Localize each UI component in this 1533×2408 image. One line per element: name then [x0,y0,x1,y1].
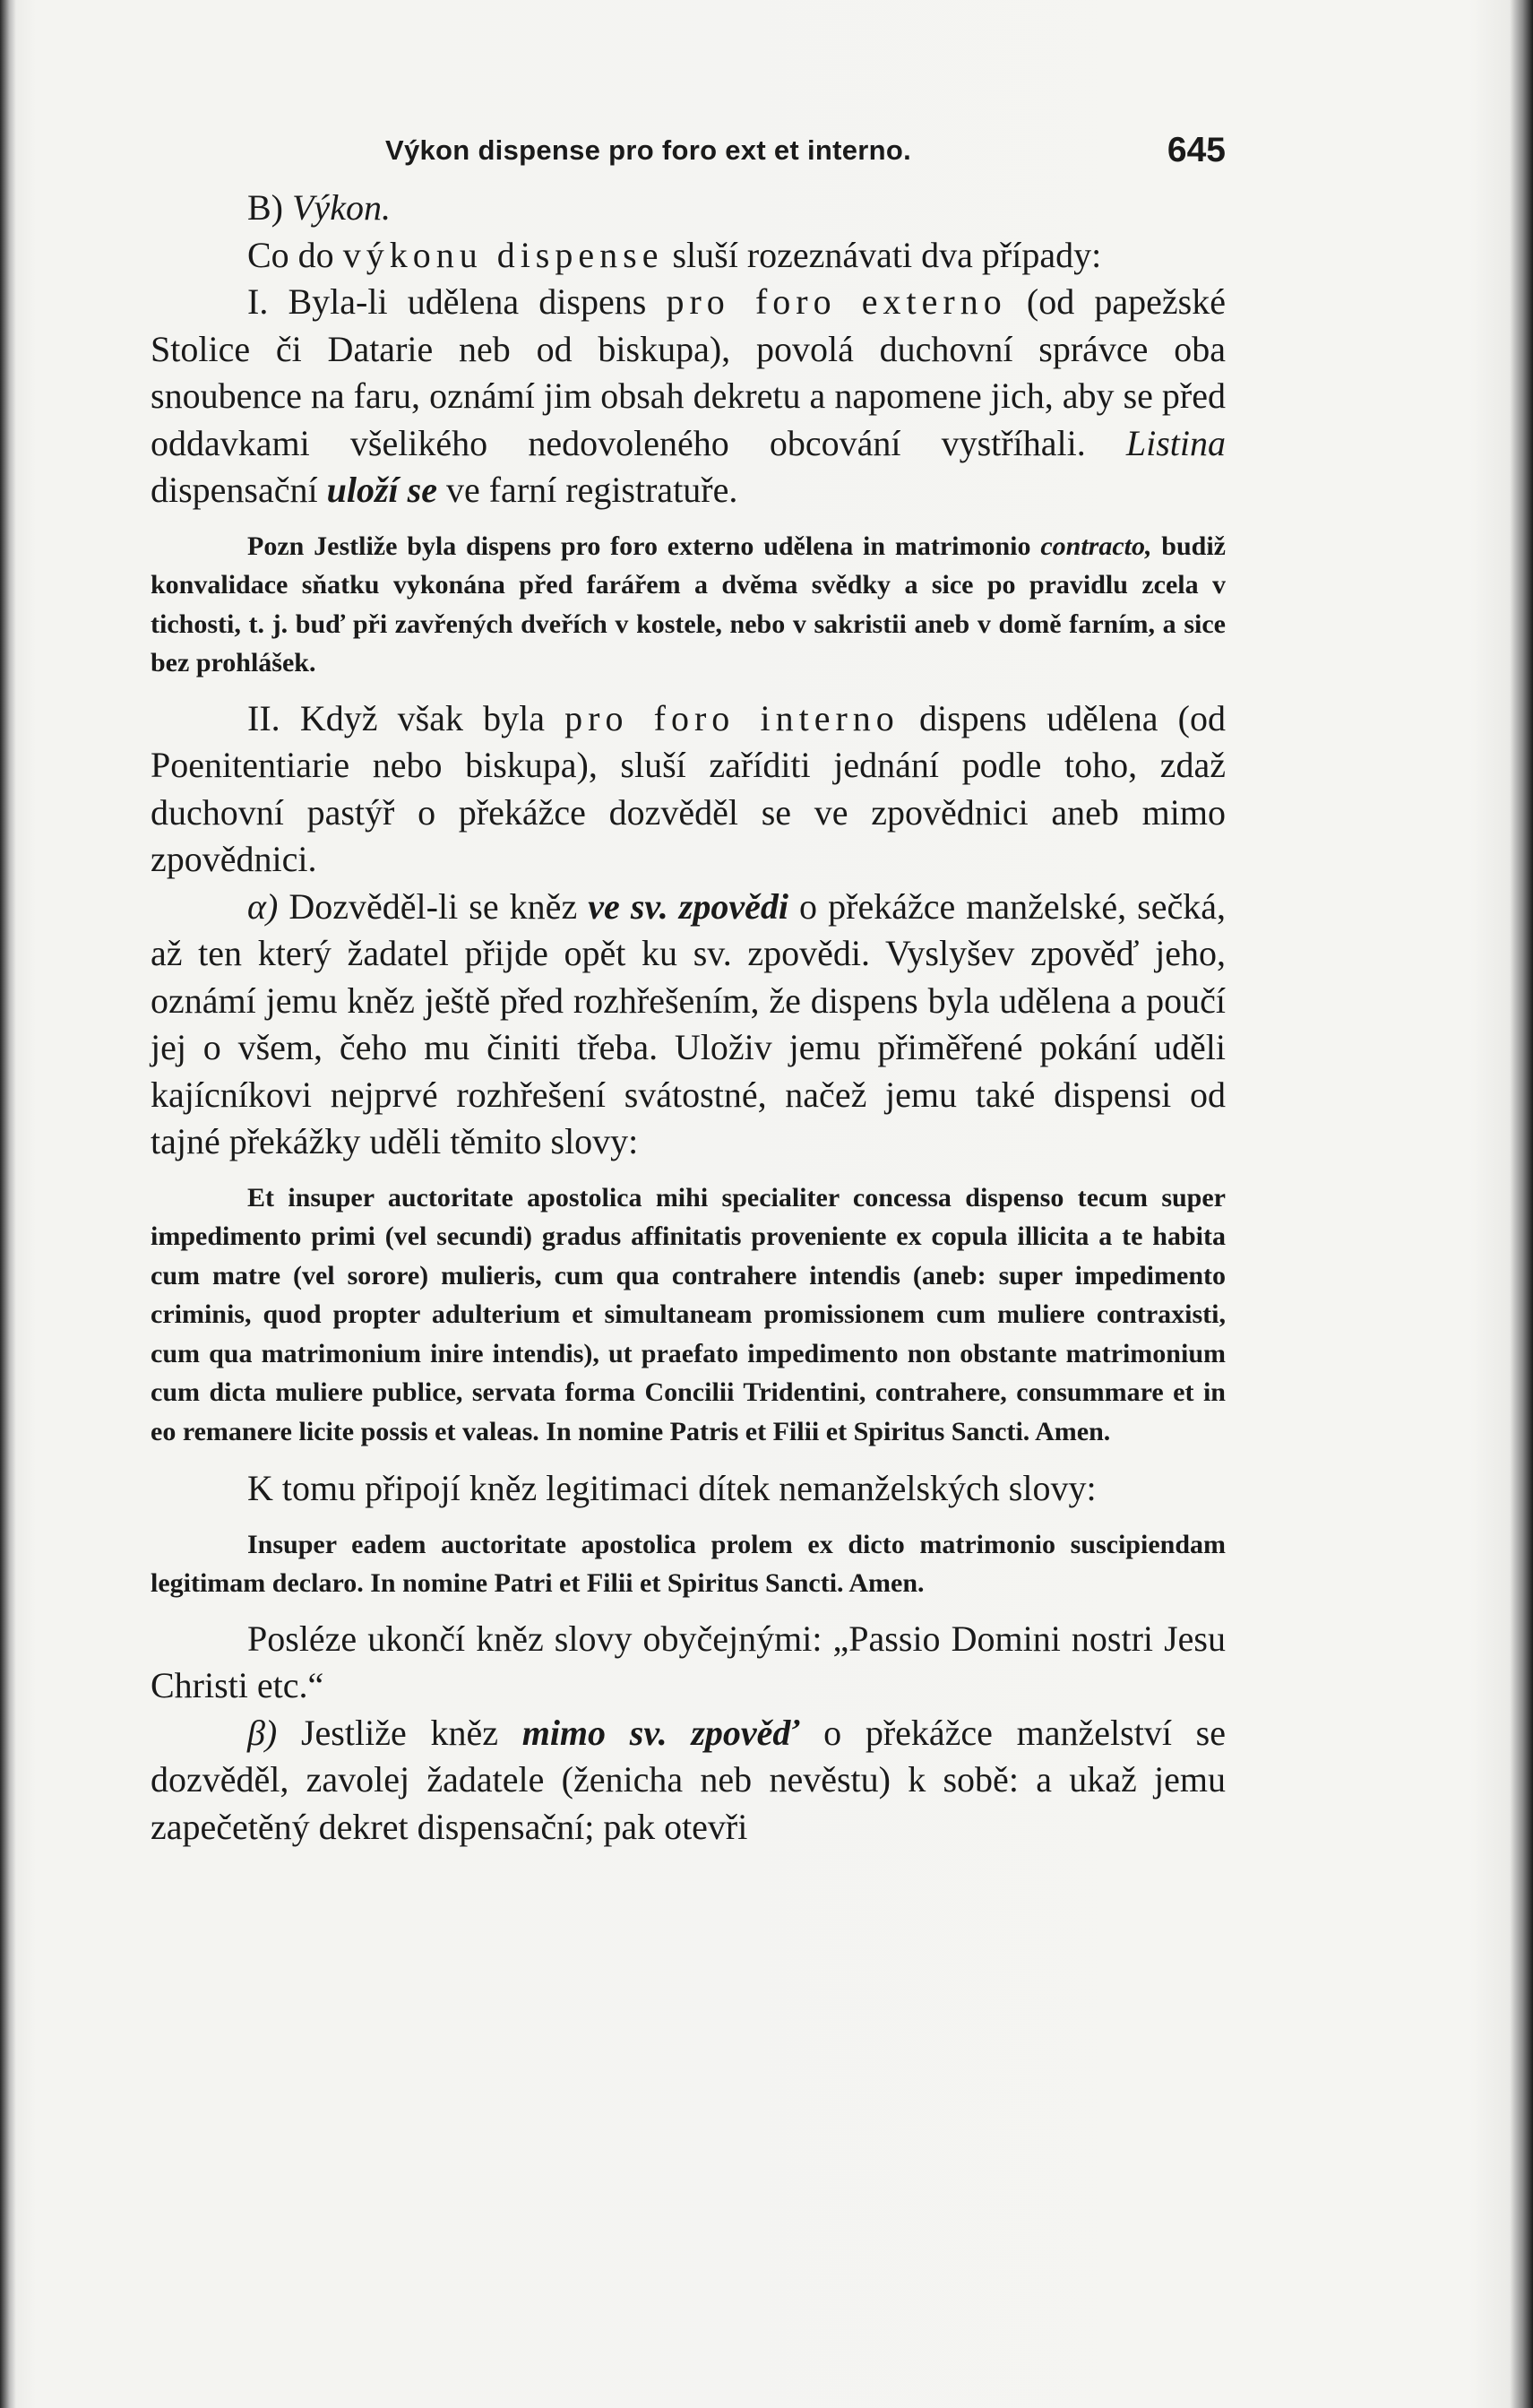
intro-text-start: Co do [247,234,343,275]
alpha-italic-term: ve sv. zpovědi [588,885,788,927]
alpha-text-start: Dozvěděl-li se kněz [278,885,589,927]
page-content [151,125,1226,1851]
case1-spaced-term: pro foro externo [666,281,1007,322]
section-label: B) [247,187,283,228]
case1-italic-listina: Listina [1125,422,1226,463]
alpha-label: α) [247,885,279,927]
case2-text-start: II. Když však byla [247,697,565,738]
alpha-text-end: o překážce manželské, sečká, až ten který žadatel přijde opět ku sv. zpovědi. Vyslyšev zpověď jeho, oznámí jemu kněz ještě před rozhřešením, že dispens byla udělena a poučí jej o všem, čeho mu činiti třeba. Uloživ jemu přiměřené pokání uděli kajícníkovi nejprvé rozhřešení svátostné, načež jemu také dispensi od tajné překážky uděli těmito slovy: [151,885,1227,1161]
paragraph-alpha [151,884,1226,1166]
beta-text-end: o překážce manželství se dozvěděl, zavolej žadatele (ženicha neb nevěstu) k sobě: a ukaž jemu zapečetěný dekret dispensační; pak otevři [151,1712,1226,1847]
beta-text-start: Jestliže kněz [277,1712,522,1753]
paragraph-beta [151,1710,1226,1851]
intro-text-end: sluší rozeznávati dva případy: [663,234,1102,275]
case1-italic-ulozi: uloží se [326,470,437,510]
case2-spaced-term: pro foro interno [564,697,900,738]
latin-dispensation-formula: Et insuper auctoritate apostolica mihi specialiter concessa dispenso tecum super impedimento primi (vel secundi) gradus affinitatis proveniente ex copula illicita a te habita cum matre (vel sorore) mulieris, cum qua contrahere intendis (aneb: super impedimento criminis, quod propter adulterium et simultaneam promissionem cum muliere contraxisti, cum qua matrimonium inire intendis), ut praefato impedimento non obstante matrimonium cum dicta muliere publice, servata forma Concilii Tridentini, contrahere, consummare et in eo remanere licite possis et valeas. In nomine Patris et Filii et Spiritus Sancti. Amen. [151,1182,1226,1446]
note-paragraph [151,527,1226,683]
paragraph-case-2 [151,695,1226,884]
note-text-end: budiž konvalidace sňatku vykonána před farářem a dvěma svědky a sice po pravidlu zcela v tichosti, t. j. buď při zavřených dveřích v kostele, nebo v sakristii aneb v domě farním, a sice bez prohlášek. [151,531,1226,678]
case1-text-middle: (od papežské Stolice či Datarie neb od biskupa), povolá duchovní správce oba snoubence na faru, oznámí jim obsah dekretu a napomene jich, aby se před oddavkami všelikého nedovoleného obcování vystříhali. [151,281,1226,463]
section-heading [151,185,1226,232]
paragraph-case-1 [151,279,1226,514]
case1-text-end: ve farní registratuře. [436,470,738,510]
note-italic-contracto: contracto, [1040,531,1152,561]
section-title: Výkon. [292,187,391,228]
case2-text-end: dispens udělena (od Poenitentiarie nebo biskupa), sluší zaříditi jednání podle toho, zdaž duchovní pastýř o překážce dozvěděl se ve zpovědnici aneb mimo zpovědnici. [151,697,1226,879]
paragraph-intro [151,232,1226,280]
running-header [151,125,1226,179]
page-edge-left-shadow [0,0,16,2408]
latin-legitimation-formula: Insuper eadem auctoritate apostolica prolem ex dicto matrimonio suscipiendam legitimam declaro. In nomine Patri et Filii et Spiritus Sancti. Amen. [151,1529,1226,1598]
intro-spaced-term: výkonu dispense [342,234,664,275]
beta-label: β) [247,1712,278,1753]
paragraph-closing: Posléze ukončí kněz slovy obyčejnými: „Passio Domini nostri Jesu Christi etc.“ [151,1618,1226,1705]
page-number: 645 [1167,131,1226,169]
paragraph-legitimation-intro: K tomu připojí kněz legitimaci dítek nemanželských slovy: [247,1468,1097,1508]
note-text-start: Pozn Jestliže byla dispens pro foro externo udělena in matrimonio [247,531,1041,561]
case1-text-start: I. Byla-li udělena dispens [247,281,667,322]
beta-italic-term: mimo sv. zpověď [521,1712,800,1753]
page-edge-right-shadow [1510,0,1533,2408]
case1-text-dispensacni: dispensační [151,470,327,510]
running-title: Výkon dispense pro foro ext et interno. [385,134,912,166]
